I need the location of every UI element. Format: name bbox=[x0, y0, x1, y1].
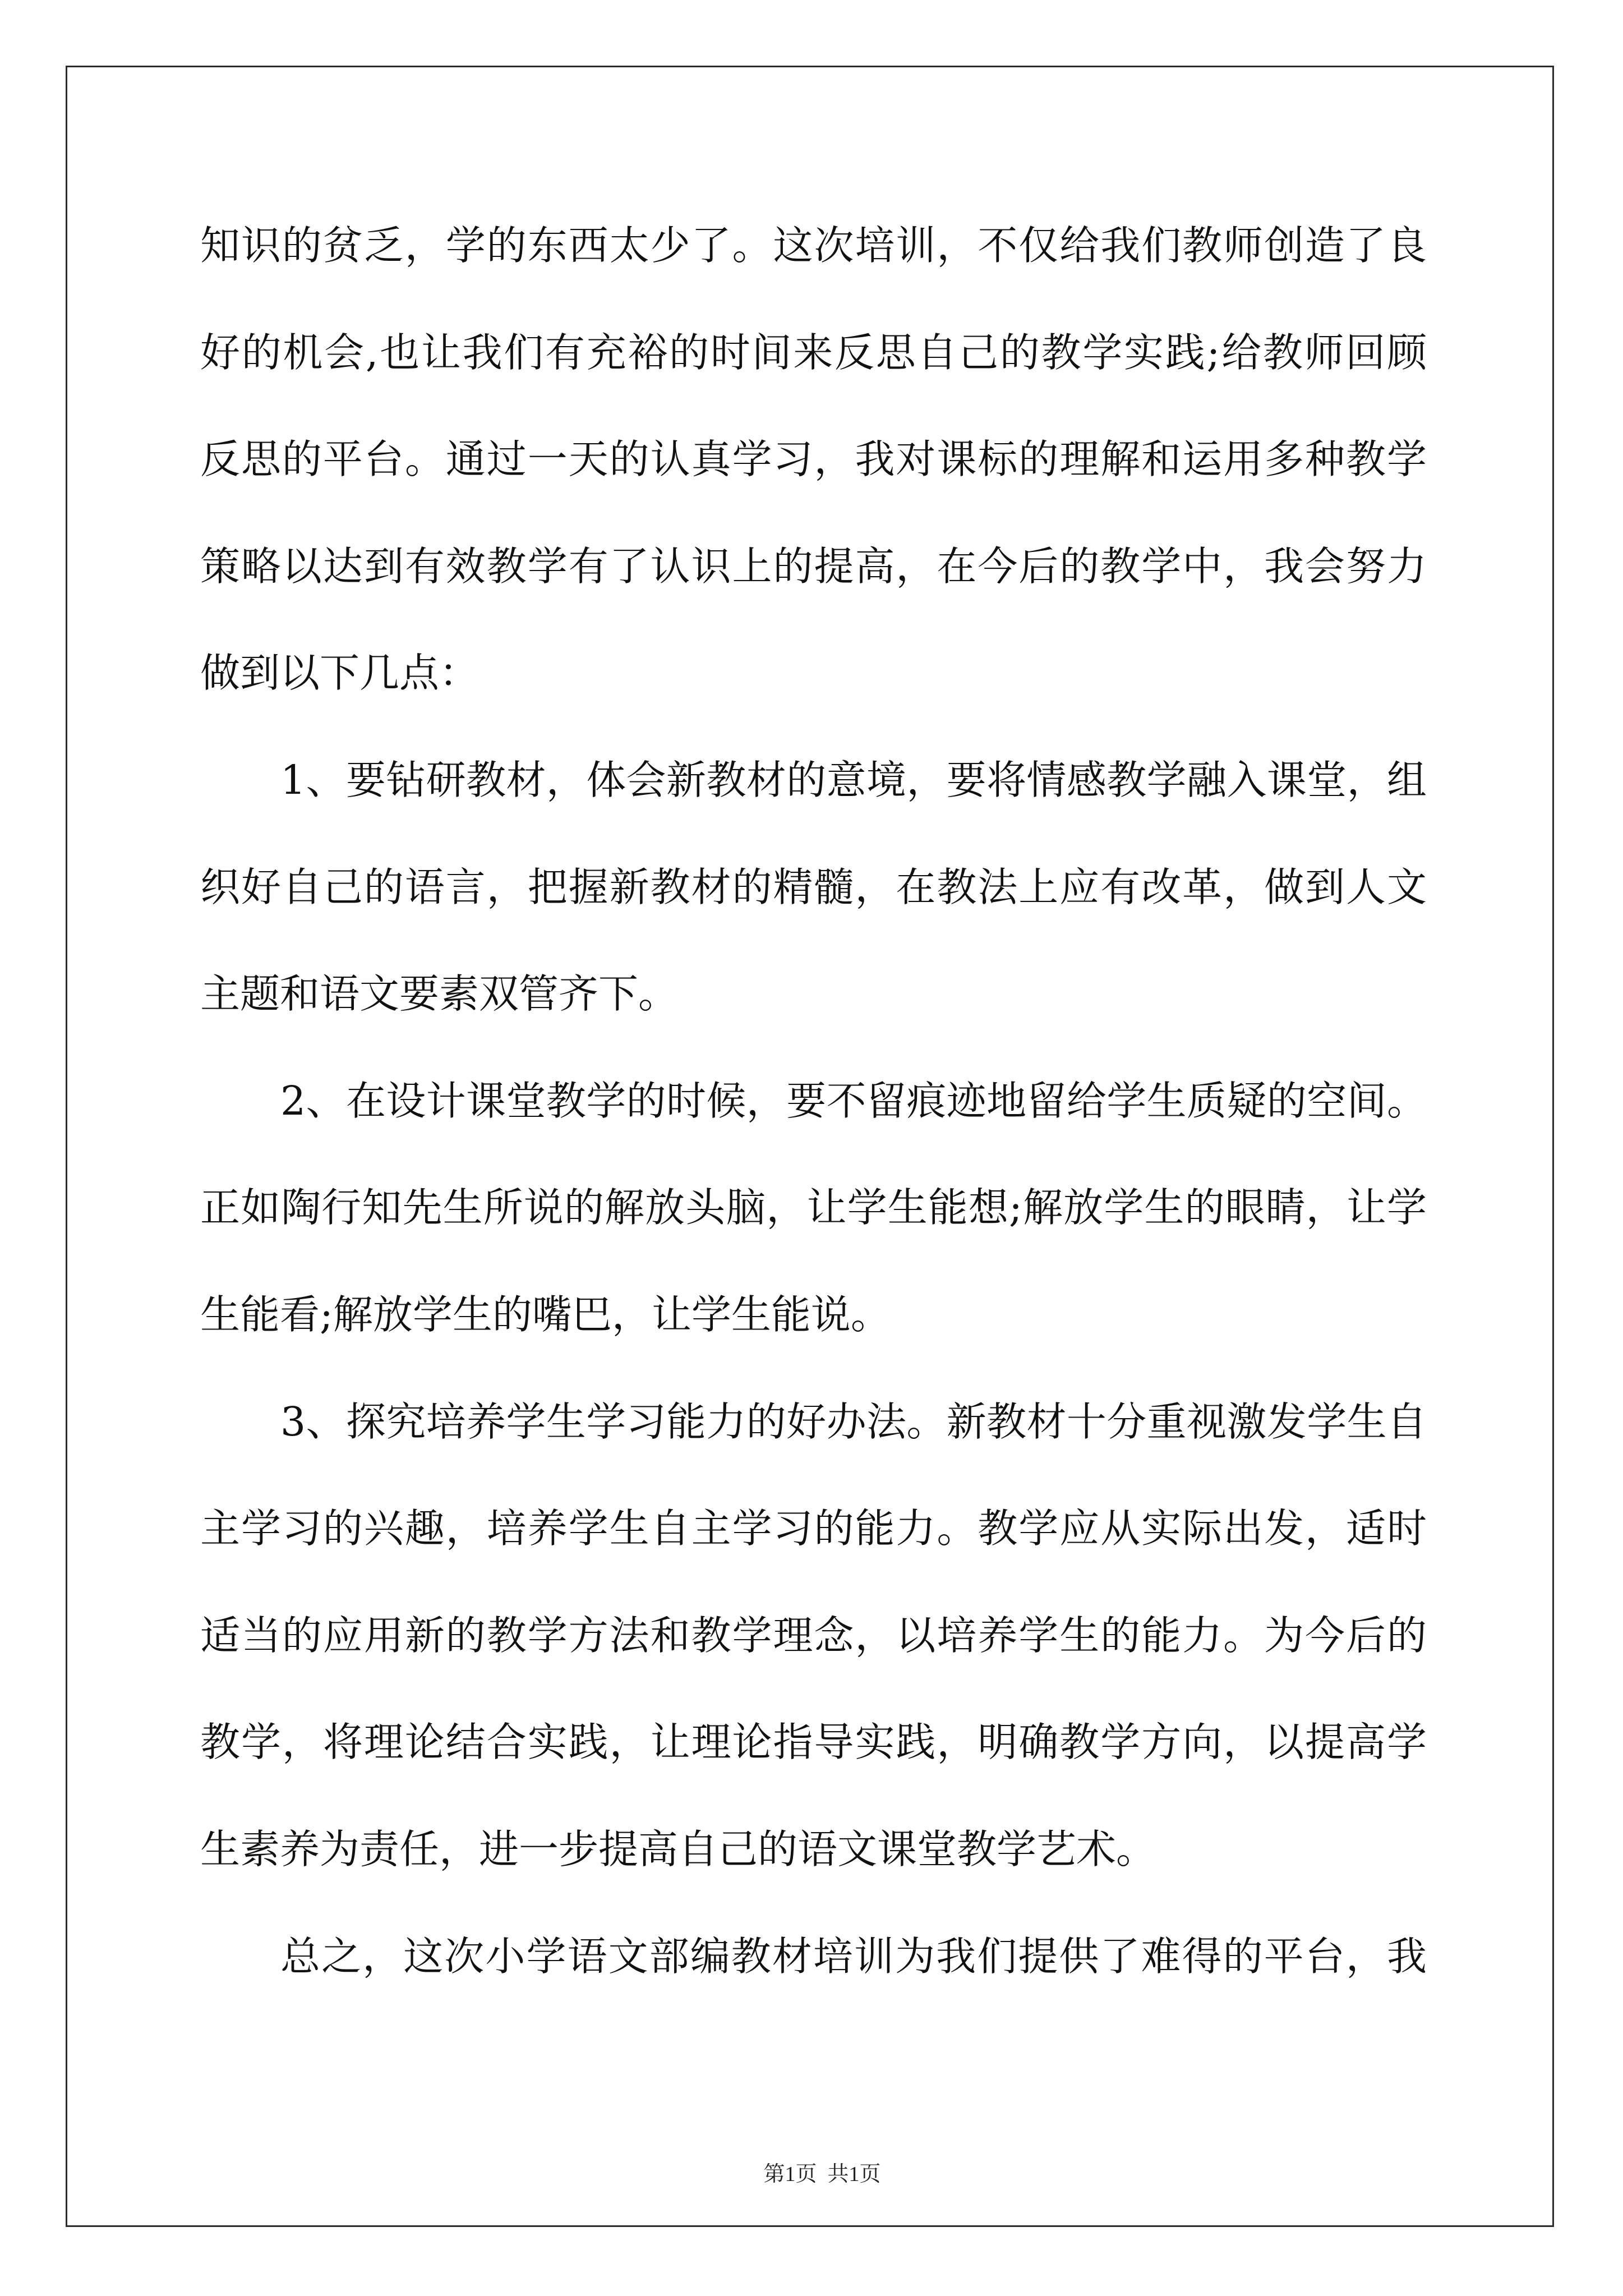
text-line: 好的机会,也让我们有充裕的时间来反思自己的教学实践;给教师回顾 bbox=[200, 329, 1427, 376]
text-line: 反思的平台。通过一天的认真学习，我对课标的理解和运用多种教学 bbox=[200, 436, 1427, 483]
text-line: 2、在设计课堂教学的时候，要不留痕迹地留给学生质疑的空间。 bbox=[280, 1077, 1427, 1124]
text-line: 织好自己的语言，把握新教材的精髓，在教法上应有改革，做到人文 bbox=[200, 863, 1427, 910]
text-line: 生能看;解放学生的嘴巴，让学生能说。 bbox=[200, 1291, 891, 1338]
text-line: 总之，这次小学语文部编教材培训为我们提供了难得的平台，我 bbox=[280, 1932, 1427, 1980]
text-line: 教学，将理论结合实践，让理论指导实践，明确教学方向，以提高学 bbox=[200, 1719, 1427, 1766]
paragraph bbox=[200, 1048, 1427, 1369]
text-line: 策略以达到有效教学有了认识上的提高，在今后的教学中，我会努力 bbox=[200, 542, 1427, 590]
page-number: 第1页 共1页 bbox=[763, 2162, 881, 2186]
text-line: 3、探究培养学生学习能力的好办法。新教材十分重视激发学生自 bbox=[280, 1398, 1427, 1445]
text-line: 生素养为责任，进一步提高自己的语文课堂教学艺术。 bbox=[200, 1825, 1156, 1872]
text-line: 1、要钻研教材，体会新教材的意境，要将情感教学融入课堂，组 bbox=[280, 756, 1427, 803]
paragraph bbox=[200, 1903, 1427, 2010]
paragraph bbox=[200, 727, 1427, 1048]
paragraph bbox=[200, 192, 1427, 727]
text-line: 适当的应用新的教学方法和教学理念，以培养学生的能力。为今后的 bbox=[200, 1612, 1427, 1659]
text-line: 做到以下几点： bbox=[200, 650, 479, 697]
text-line: 正如陶行知先生所说的解放头脑，让学生能想;解放学生的眼睛，让学 bbox=[200, 1184, 1427, 1231]
text-line: 知识的贫乏，学的东西太少了。这次培训，不仅给我们教师创造了良 bbox=[200, 222, 1427, 269]
document-body bbox=[200, 192, 1427, 2010]
text-line: 主学习的兴趣，培养学生自主学习的能力。教学应从实际出发，适时 bbox=[200, 1505, 1427, 1552]
page-footer bbox=[0, 2129, 1623, 2186]
paragraph bbox=[200, 1369, 1427, 1903]
text-line: 主题和语文要素双管齐下。 bbox=[200, 970, 679, 1018]
